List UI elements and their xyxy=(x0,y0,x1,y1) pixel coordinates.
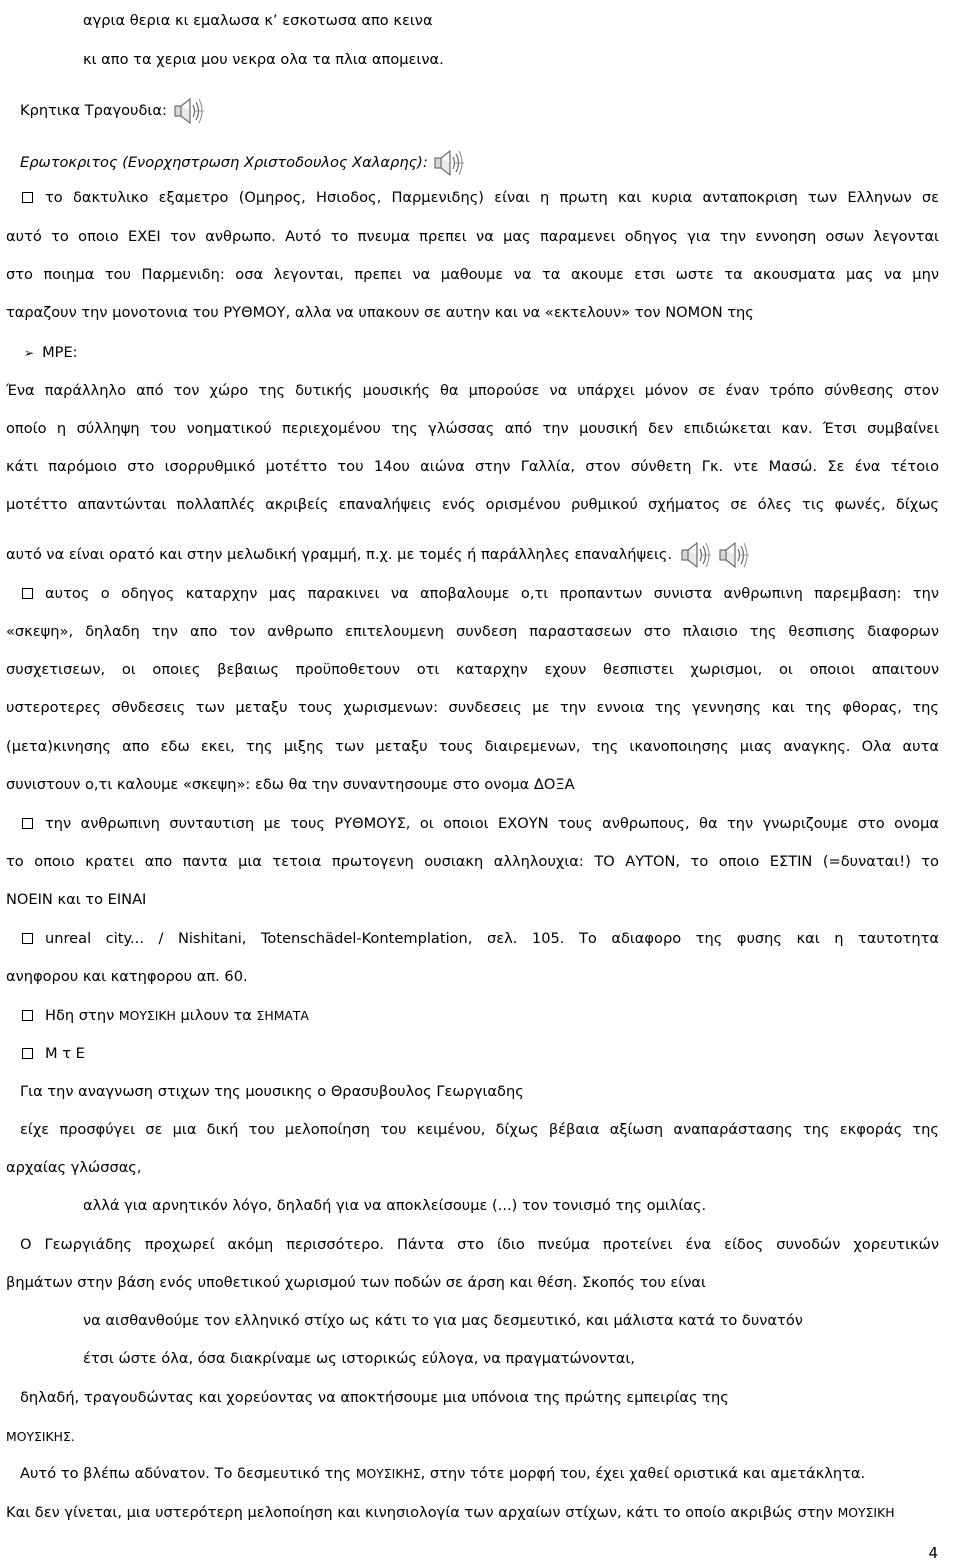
paragraph-line: έτσι ώστε όλα, όσα διακρίναμε ως ιστορικώς εύλογα, να πραγματώνονται, xyxy=(83,1350,635,1367)
speaker-icon[interactable] xyxy=(432,148,466,178)
paragraph-line: συνιστουν ο,τι καλουμε «σκεψη»: εδω θα την συναντησουμε στο ονομα ΔΟΞΑ xyxy=(6,776,575,793)
paragraph-line xyxy=(20,585,939,603)
checkbox-icon xyxy=(22,588,33,599)
text-span: ΜΟΥΣΙΚΗΣ xyxy=(355,1466,421,1481)
arrow-bullet-icon: ➢ xyxy=(24,346,35,360)
paragraph-line: αλλά για αρνητικόν λόγο, δηλαδή για να αποκλείσουμε (...) τον τονισμό της ομιλίας. xyxy=(83,1197,707,1214)
paragraph-line: οποίο η σύλληψη του νοηματικού περιεχομένου της γλώσσας από την μουσική δεν επιδιώκεται καν. Έτσι συμβαίνει xyxy=(6,420,939,437)
paragraph-line: «σκεψη», δηλαδη την απο τον ανθρωπο επιτελουμενη συνδεση παραστασεων στο πλαισιο της θεσπισης διαφορων xyxy=(6,623,939,640)
erotokritos-line xyxy=(20,148,939,178)
paragraph-line: αυτό το οποιο ΕΧΕΙ τον ανθρωπο. Αυτό το πνευμα πρεπει να μας παραμενει οδηγος για την εννοηση οσων λεγονται xyxy=(6,228,939,245)
speaker-icon[interactable] xyxy=(679,540,713,570)
paragraph-line: κάτι παρόμοιο στο ισορρυθμικό μοτέττο του 14ου αιώνα στην Γαλλία, στον σύνθετη Γκ. ντε Μασώ. Σε ένα τέτοιο xyxy=(6,458,939,475)
mpe-label: ΜΡΕ: xyxy=(42,344,78,361)
paragraph-line: υστεροτερες σθνδεσεις των μεταξυ τους χωρισμενων: συνδεσεις με την εννοια της γεννησης και της φθορας, της xyxy=(6,699,939,716)
text-span: αυτό να είναι ορατό και στην μελωδική γραμμή, π.χ. με τομές ή παράλληλες επαναλήψεις. xyxy=(6,546,673,563)
text-span: Αυτό το βλέπω αδύνατον. Το δεσμευτικό της xyxy=(20,1465,356,1482)
text-span: Ηδη στην xyxy=(45,1007,119,1024)
paragraph-line: αρχαίας γλώσσας, xyxy=(6,1159,142,1176)
text-span: , στην τότε μορφή του, έχει χαθεί οριστικά και αμετάκλητα. xyxy=(420,1465,866,1482)
paragraph-line: είχε προσφύγει σε μια δική του μελοποίηση του κειμένου, δίχως βέβαια αξίωση αναπαράστασης της εκφοράς της xyxy=(20,1121,939,1138)
text-span: unreal city... / Nishitani, Totenschädel-Kontemplation, σελ. 105. Το αδιαφορο της φυσης και η ταυτοτητα xyxy=(45,930,939,947)
paragraph-line xyxy=(20,189,939,207)
paragraph-line: μοτέττο απαντώνται πολλαπλές ακριβείς επαναλήψεις ενός ορισμένου ρυθμικού σχήματος σε όλες τις φωνές, δίχως xyxy=(6,496,939,513)
erotokritos-label: Ερωτοκριτος (Ενορχηστρωση Χριστοδουλος Χαλαρης): xyxy=(20,154,428,171)
text-span: Και δεν γίνεται, μια υστερότερη μελοποίηση και κινησιολογία των αρχαίων στίχων, κάτι το οποίο ακριβώς στην xyxy=(6,1504,838,1521)
cretan-songs-line xyxy=(20,96,939,126)
checkbox-icon xyxy=(22,818,33,829)
speaker-icon[interactable] xyxy=(172,96,206,126)
paragraph-line: στο ποιημα του Παρμενιδη: οσα λεγονται, πρεπει να μαθουμε να τα ακουμε ετσι ωστε τα ακουσματα μας να μην xyxy=(6,266,939,283)
mpe-heading xyxy=(20,344,939,362)
text-span: μιλουν τα xyxy=(175,1007,257,1024)
paragraph-line: το οποιο κρατει απο παντα μια τετοια πρωτογενη ουσιακη αλληλουχια: ΤΟ ΑΥΤΟΝ, το οποιο ΕΣΤΙΝ (=δυναται!) το xyxy=(6,853,939,870)
paragraph-line: δηλαδή, τραγουδώντας και χορεύοντας να αποκτήσουμε μια υπόνοια της πρώτης εμπειρίας της xyxy=(20,1389,729,1406)
text-span: ΜΟΥΣΙΚΗ xyxy=(837,1505,895,1520)
paragraph-line: Για την αναγνωση στιχων της μουσικης ο Θρασυβουλος Γεωργιαδης xyxy=(20,1083,524,1100)
checkbox-icon xyxy=(22,1048,33,1059)
paragraph-line: να αισθανθούμε τον ελληνικό στίχο ως κάτι το για μας δεσμευτικό, και μάλιστα κατά το δυνατόν xyxy=(83,1312,803,1329)
verse-line-2: κι απο τα χερια μου νεκρα ολα τα πλια απομεινα. xyxy=(83,51,444,68)
checkbox-icon xyxy=(22,192,33,203)
paragraph-line-with-audio xyxy=(6,540,939,570)
text-span: αυτος ο οδηγος καταρχην μας παρακινει να αποβαλουμε ο,τι προπαντων συνιστα ανθρωπινη παρεμβαση: την xyxy=(45,585,939,602)
paragraph-line: (μετα)κινησης απο εδω εκει, της μιξης των μεταξυ τους διαιρεμενων, της ικανοποιησης μιας αναγκης. Ολα αυτα xyxy=(6,738,939,755)
text-span: το δακτυλικο εξαμετρο (Ομηρος, Ησιοδος, Παρμενιδης) είναι η πρωτη και κυρια ανταποκριση των Ελληνων σε xyxy=(45,189,939,206)
text-span: Μ τ Ε xyxy=(45,1045,85,1062)
paragraph-line xyxy=(20,1465,939,1483)
checkbox-icon xyxy=(22,933,33,944)
paragraph-line: ΜΟΥΣΙΚΗΣ. xyxy=(6,1429,75,1444)
cretan-songs-label: Κρητικα Τραγουδια: xyxy=(20,102,167,119)
verse-line-1: αγρια θερια κι εμαλωσα κ’ εσκοτωσα απο κεινα xyxy=(83,12,433,29)
text-span: ΣΗΜΑΤΑ xyxy=(256,1008,309,1023)
page-number: 4 xyxy=(928,1544,938,1562)
paragraph-line: Ο Γεωργιάδης προχωρεί ακόμη περισσότερο. Πάντα στο ίδιο πνεύμα προτείνει ένα είδος συνοδών χορευτικών xyxy=(20,1236,939,1253)
checkbox-icon xyxy=(22,1010,33,1021)
paragraph-line: βημάτων στην βάση ενός υποθετικού χωρισμού των ποδών σε άρση και θέση. Σκοπός του είναι xyxy=(6,1274,706,1291)
paragraph-line xyxy=(20,815,939,833)
paragraph-line xyxy=(20,930,939,948)
paragraph-line xyxy=(20,1045,939,1063)
paragraph-line xyxy=(20,1007,939,1025)
paragraph-line: ταραζουν την μονοτονια του ΡΥΘΜΟΥ, αλλα να υπακουν σε αυτην και να «εκτελουν» τον ΝΟΜΟΝ της xyxy=(6,304,754,321)
paragraph-line: ΝΟΕΙΝ και το ΕΙΝΑΙ xyxy=(6,891,147,908)
paragraph-line: ανηφορου και κατηφορου απ. 60. xyxy=(6,968,248,985)
text-span: ΜΟΥΣΙΚΗ xyxy=(118,1008,176,1023)
paragraph-line xyxy=(6,1504,939,1522)
speaker-icon[interactable] xyxy=(717,540,751,570)
text-span: την ανθρωπινη συνταυτιση με τους ΡΥΘΜΟΥΣ, οι οποιοι ΕΧΟΥΝ τους ανθρωπους, θα την γνωριζουμε στο ονομα xyxy=(45,815,939,832)
paragraph-line: Ένα παράλληλο από τον χώρο της δυτικής μουσικής θα μπορούσε να υπάρχει μόνον σε έναν τρόπο σύνθεσης στον xyxy=(6,382,939,399)
paragraph-line: συσχετισεων, οι οποιες βεβαιως προϋποθετουν οτι καταρχην εχουν θεσπιστει χωρισμοι, οι οποιοι απαιτουν xyxy=(6,661,939,678)
